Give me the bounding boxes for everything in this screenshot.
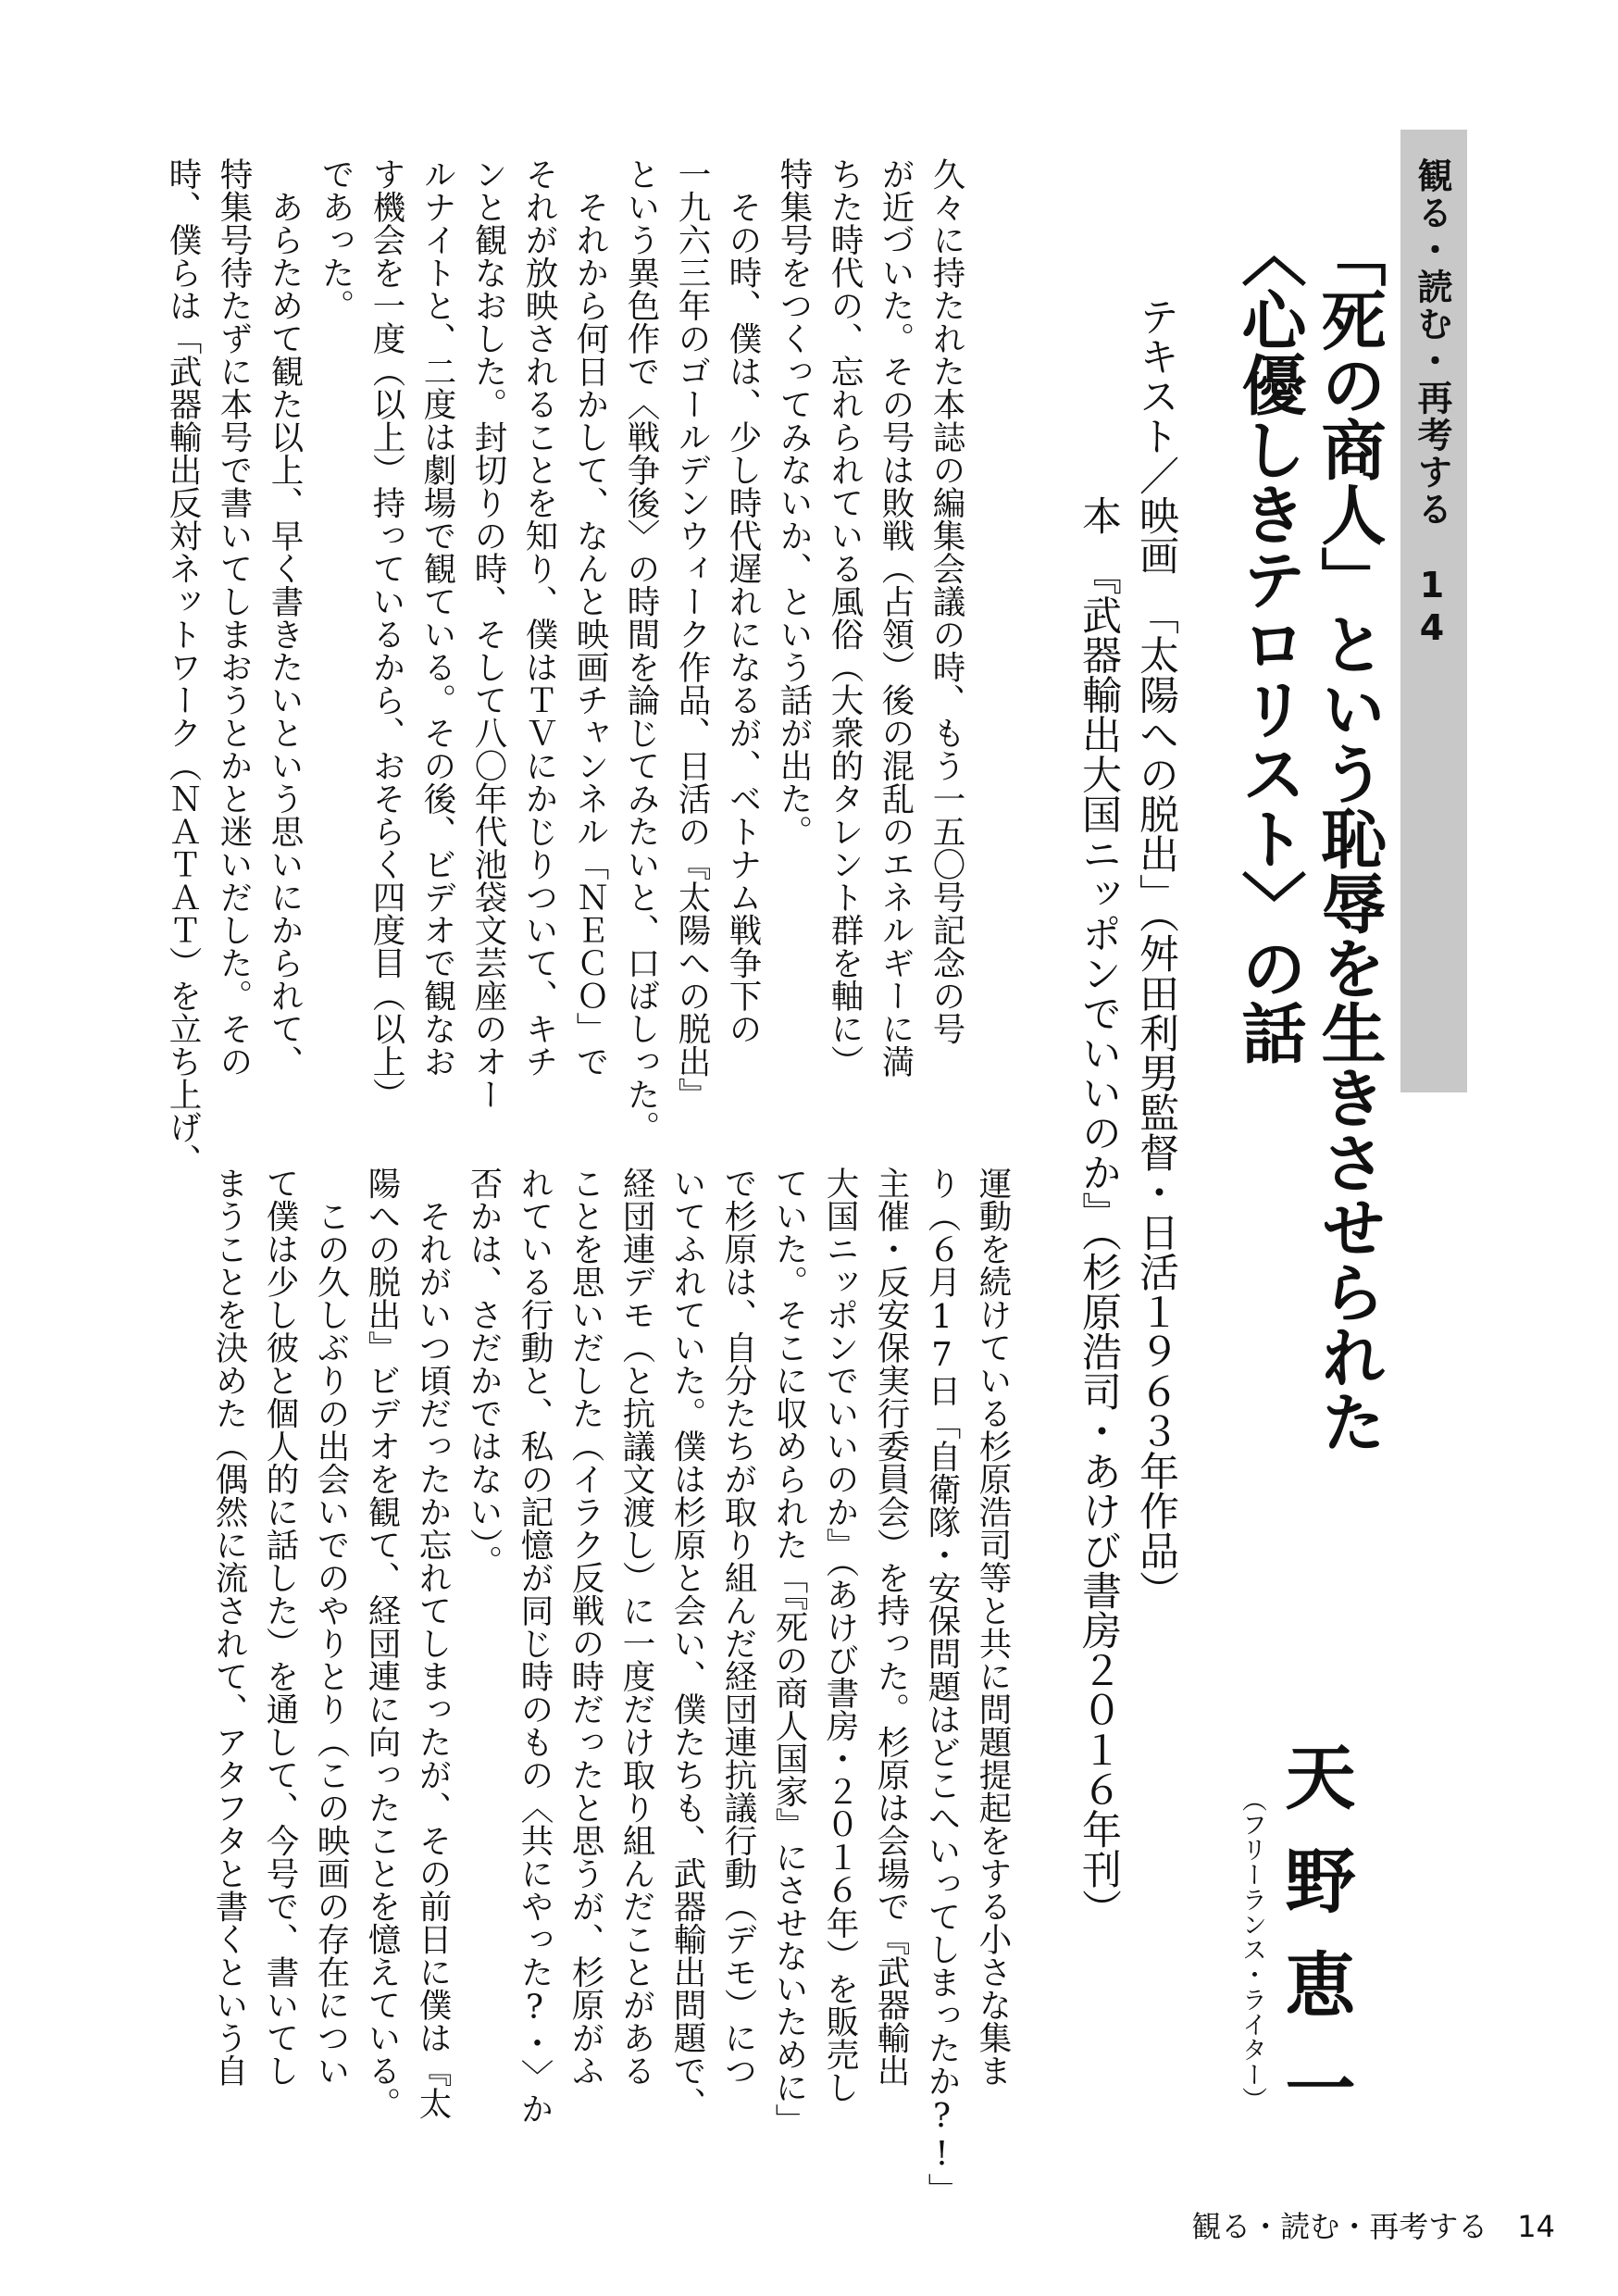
page-footer: 観る・読む・再考する 14 bbox=[1191, 2209, 1555, 2244]
section-tab bbox=[1400, 130, 1467, 1092]
subject-info: テキスト／映画 「太陽への脱出」（舛田利男監督・日活１９６３年作品） 本 『武器輸出大国ニッポンでいいのか』（杉原浩司・あけび書房２０１６年刊） bbox=[1076, 296, 1179, 1928]
author-name: 天野恵一 bbox=[1274, 1741, 1356, 2155]
author-affiliation: （フリーランス・ライター） bbox=[1238, 1787, 1266, 2112]
body-text-upper: 久々に持たれた本誌の編集会議の時、もう一五〇号記念の号 が近づいた。その号は敗戦（占領）後の混乱のエネルギーに満 ちた時代の、忘れられている風俗（大衆的タレント群を軸に） 特集号をつくってみないか、という話が出た。 その時、僕は、少し時代遅れになるが、ベトナム戦争下の 一九六三年のゴールデンウィーク作品、日活の『太陽への脱出』 という異色作で〈戦争後〉の時間を論じてみたいと、口ばしった。 それから何日かして、なんと映画チャンネル「ＮＥＣＯ」で それが放映されることを知り、僕はＴＶにかじりついて、キチ ンと観なおした。封切りの時、そして八〇年代池袋文芸座のオー ルナイトと、二度は劇場で観ている。その後、ビデオで観なお す機会を一度（以上）持っているから、おそらく四度目（以上） であった。 あらためて観た以上、早く書きたいという思いにかられて、 特集号待たずに本号で書いてしまおうとかと迷いだした。その 時、僕らは「武器輸出反対ネットワーク（ＮＡＴＡＴ）を立ち上げ、 bbox=[164, 157, 965, 1177]
article-title: 「死の商人」という恥辱を生きさせられた 〈心優しきテロリスト〉の話 bbox=[1231, 222, 1388, 1454]
body-text-lower: 運動を続けている杉原浩司等と共に問題提起をする小さな集ま り（６月17日「自衛隊・安保問題はどこへいってしまったか?!」 主催・反安保実行委員会）を持った。杉原は会場で『武器輸出 大国ニッポンでいいのか』（あけび書房・２０１６年）を販売し ていた。そこに収められた「『死の商人国家』にさせないために」 で杉原は、自分たちが取り組んだ経団連抗議行動（デモ）につ いてふれていた。僕は杉原と会い、僕たちも、武器輸出問題で、 経団連デモ（と抗議文渡し）に一度だけ取り組んだことがある ことを思いだした（イラク反戦の時だったと思うが、杉原がふ れている行動と、私の記憶が同じ時のもの〈共にやった?・〉か 否かは、さだかではない）。 それがいつ頃だったか忘れてしまったが、その前日に僕は『太 陽への脱出』ビデオを観て、経団連に向ったことを憶えている。 この久しぶりの出会いでのやりとり（この映画の存在につい て僕は少し彼と個人的に話した）を通して、今号で、書いてし まうことを決めた（偶然に流されて、アタフタと書くという自 bbox=[210, 1167, 1012, 2206]
section-tab-label: 観る・読む・再考する 14 bbox=[1412, 157, 1452, 650]
